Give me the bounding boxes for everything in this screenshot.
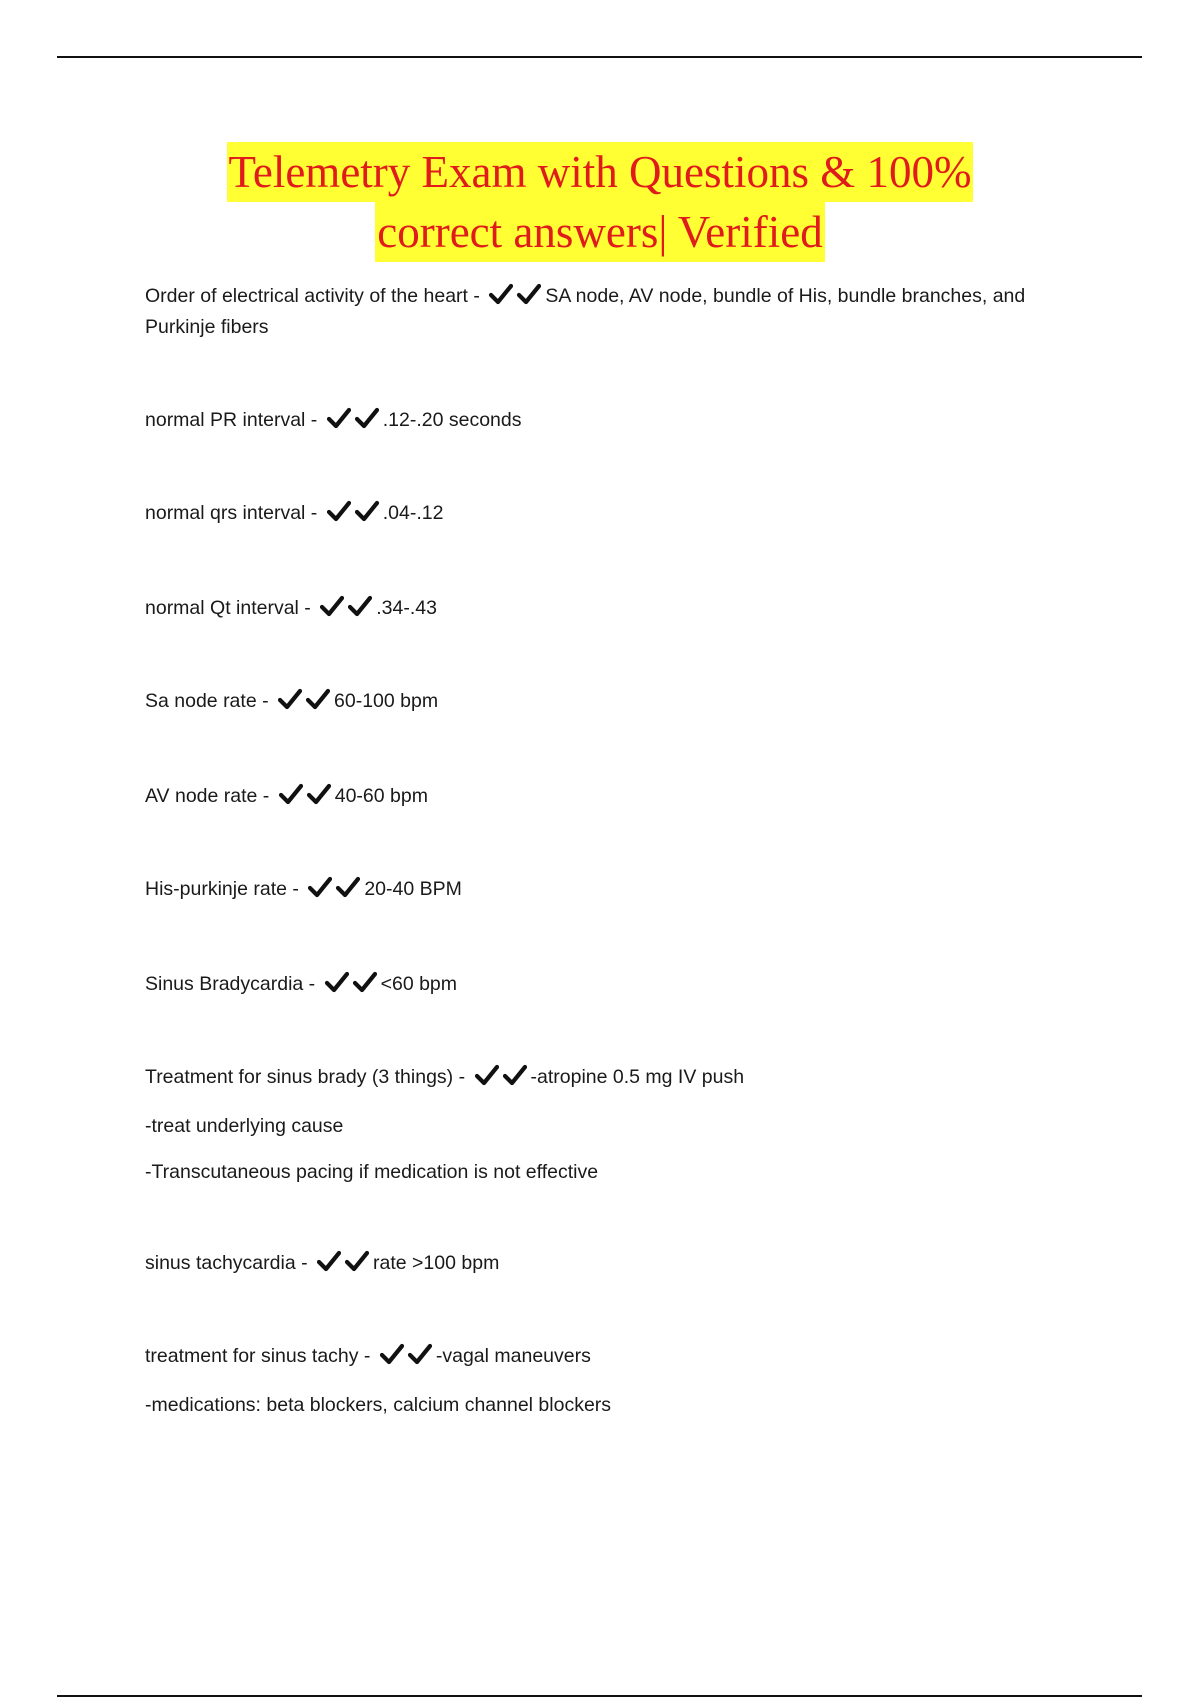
qa-item [145, 970, 1085, 1001]
question-text: sinus tachycardia [145, 1252, 296, 1274]
question-text: AV node rate [145, 785, 258, 807]
answer-text: <60 bpm [380, 973, 458, 995]
answer-text: rate >100 bpm [373, 1252, 500, 1274]
separator: - [295, 1252, 314, 1274]
top-rule [57, 56, 1142, 58]
check-icons [320, 595, 374, 625]
check-icons [317, 1250, 371, 1280]
answer-text: .34-.43 [376, 597, 437, 619]
separator: - [298, 597, 317, 619]
qa-item [145, 1342, 1085, 1419]
question-text: normal Qt interval [145, 597, 299, 619]
qa-item [145, 687, 1085, 718]
separator: - [303, 973, 321, 995]
check-icons [279, 783, 333, 813]
qa-item [145, 1249, 1085, 1280]
question-text: Treatment for sinus brady (3 things) [145, 1066, 454, 1088]
check-icon [345, 1250, 369, 1272]
question-text: Sa node rate [145, 690, 257, 712]
check-icon [325, 971, 349, 993]
separator: - [453, 1066, 471, 1088]
check-icon [308, 876, 332, 898]
answer-extra-line: -treat underlying cause [145, 1115, 344, 1137]
separator: - [257, 785, 275, 807]
answer-text: -atropine 0.5 mg IV push [530, 1066, 745, 1088]
check-icons [327, 500, 381, 530]
check-icons [327, 407, 381, 437]
answer-text: 20-40 BPM [364, 878, 462, 900]
check-icon [336, 876, 360, 898]
check-icon [317, 1250, 341, 1272]
check-icons [325, 971, 379, 1001]
answer-text: .12-.20 seconds [382, 409, 522, 431]
check-icon [279, 783, 303, 805]
qa-item [145, 406, 1085, 437]
check-icons [380, 1343, 434, 1373]
check-icons [489, 283, 543, 313]
check-icon [503, 1064, 527, 1086]
separator: - [256, 690, 275, 712]
question-text: normal qrs interval [145, 502, 306, 524]
check-icon [380, 1343, 404, 1365]
title-line-1: Telemetry Exam with Questions & 100% [227, 142, 974, 202]
check-icon [355, 500, 379, 522]
check-icon [408, 1343, 432, 1365]
separator: - [305, 502, 323, 524]
separator: - [305, 409, 323, 431]
check-icon [348, 595, 372, 617]
check-icons [278, 688, 332, 718]
answer-text: 40-60 bpm [334, 785, 428, 807]
question-text: Sinus Bradycardia [145, 973, 304, 995]
answer-text: SA node, AV node, bundle of His, bundle branches, and Purkinje fibers [145, 285, 1026, 338]
check-icon [306, 688, 330, 710]
title-line-2: correct answers| Verified [375, 202, 824, 262]
check-icons [308, 876, 362, 906]
qa-item [145, 499, 1085, 530]
check-icon [489, 283, 513, 305]
answer-extra-line: -medications: beta blockers, calcium channel blockers [145, 1394, 612, 1416]
check-icons [475, 1064, 529, 1094]
check-icon [327, 500, 351, 522]
qa-item [145, 282, 1085, 341]
answer-extra-line: -Transcutaneous pacing if medication is not effective [145, 1161, 599, 1183]
check-icon [278, 688, 302, 710]
answer-text: .04-.12 [382, 502, 444, 524]
question-text: treatment for sinus tachy [145, 1345, 359, 1367]
bottom-rule [57, 1695, 1142, 1697]
check-icon [517, 283, 541, 305]
qa-item [145, 782, 1085, 813]
check-icon [327, 407, 351, 429]
answer-text: 60-100 bpm [334, 690, 439, 712]
qa-item [145, 875, 1085, 906]
question-text: Order of electrical activity of the heart [145, 285, 468, 307]
question-text: normal PR interval [145, 409, 306, 431]
separator: - [467, 285, 486, 307]
separator: - [358, 1345, 376, 1367]
check-icon [355, 407, 379, 429]
question-text: His-purkinje rate [145, 878, 287, 900]
check-icon [353, 971, 377, 993]
qa-item [145, 1063, 1085, 1186]
separator: - [286, 878, 305, 900]
answer-text: -vagal maneuvers [435, 1345, 591, 1367]
qa-item [145, 594, 1085, 625]
check-icon [307, 783, 331, 805]
document-title [0, 142, 1200, 262]
check-icon [475, 1064, 499, 1086]
check-icon [320, 595, 344, 617]
